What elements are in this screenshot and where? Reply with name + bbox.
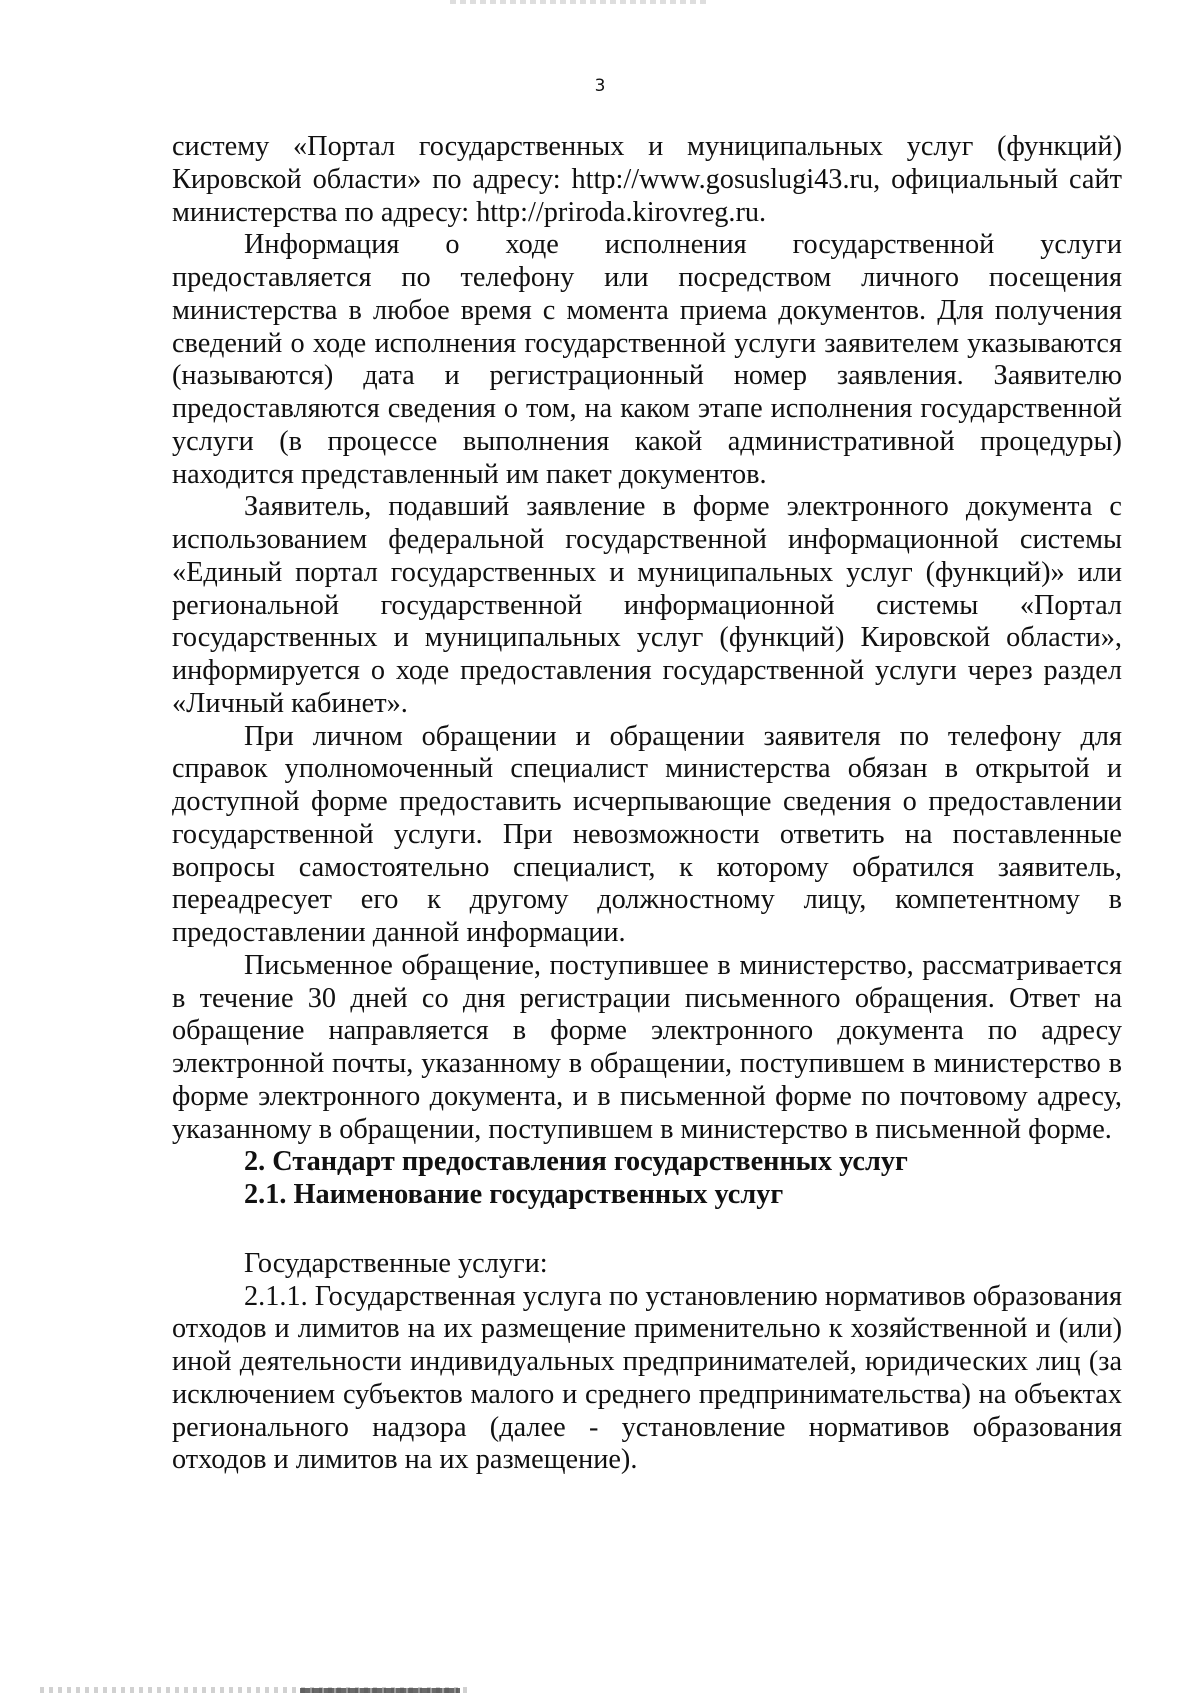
scan-artifact-top xyxy=(450,0,710,4)
services-intro: Государственные услуги: xyxy=(244,1247,548,1279)
paragraph-progress-information: Информация о ходе исполнения государственной услуги предоставляется по телефону или посредством личного посещения министерства в любое время с момента приема документов. Для получения сведений о ходе исполнения государственной услуги заявителем указываются (называются) дата и регистрационный номер заявления. Заявителю предоставляются сведения о том, на каком этапе исполнения государственной услуги (в процессе выполнения какой административной процедуры) находится представленный им пакет документов. xyxy=(172,229,1122,490)
paragraph-personal-inquiry: При личном обращении и обращении заявителя по телефону для справок уполномоченный специалист министерства обязан в открытой и доступной форме предоставить исчерпывающие сведения о предоставлении государственной услуги. При невозможности ответить на поставленные вопросы самостоятельно специалист, к которому обратился заявитель, переадресует его к другому должностному лицу, компетентному в предоставлении данной информации. xyxy=(172,720,1122,948)
paragraph-written-inquiry: Письменное обращение, поступившее в министерство, рассматривается в течение 30 дней со дня регистрации письменного обращения. Ответ на обращение направляется в форме электронного документа по адресу электронной почты, указанному в обращении, поступившем в министерство в форме электронного документа, и в письменной форме по почтовому адресу, указанному в обращении, поступившем в министерство в письменной форме. xyxy=(172,949,1122,1145)
section-heading-standard: 2. Стандарт предоставления государственных услуг xyxy=(244,1146,908,1178)
subsection-heading-service-names: 2.1. Наименование государственных услуг xyxy=(244,1179,784,1210)
document-body xyxy=(172,131,1122,1477)
scan-artifact-bottom-dark xyxy=(300,1688,460,1693)
paragraph-portal-addresses: систему «Портал государственных и муниципальных услуг (функций) Кировской области» по адресу: http://www.gosuslugi43.ru, официальный сайт министерства по адресу: http://priroda.kirovreg.ru. xyxy=(172,131,1122,228)
paragraph-electronic-applicant: Заявитель, подавший заявление в форме электронного документа с использованием федеральной государственной информационной системы «Единый портал государственных и муниципальных услуг (функций)» или региональной государственной информационной системы «Портал государственных и муниципальных услуг (функций) Кировской области», информируется о ходе предоставления государственной услуги через раздел «Личный кабинет». xyxy=(172,491,1122,719)
service-item-2-1-1: 2.1.1. Государственная услуга по установлению нормативов образования отходов и лимитов на их размещение применительно к хозяйственной и (или) иной деятельности индивидуальных предпринимателей, юридических лиц (за исключением субъектов малого и среднего предпринимательства) на объектах регионального надзора (далее - установление нормативов образования отходов и лимитов на их размещение). xyxy=(172,1280,1122,1476)
page-number: 3 xyxy=(594,76,606,96)
